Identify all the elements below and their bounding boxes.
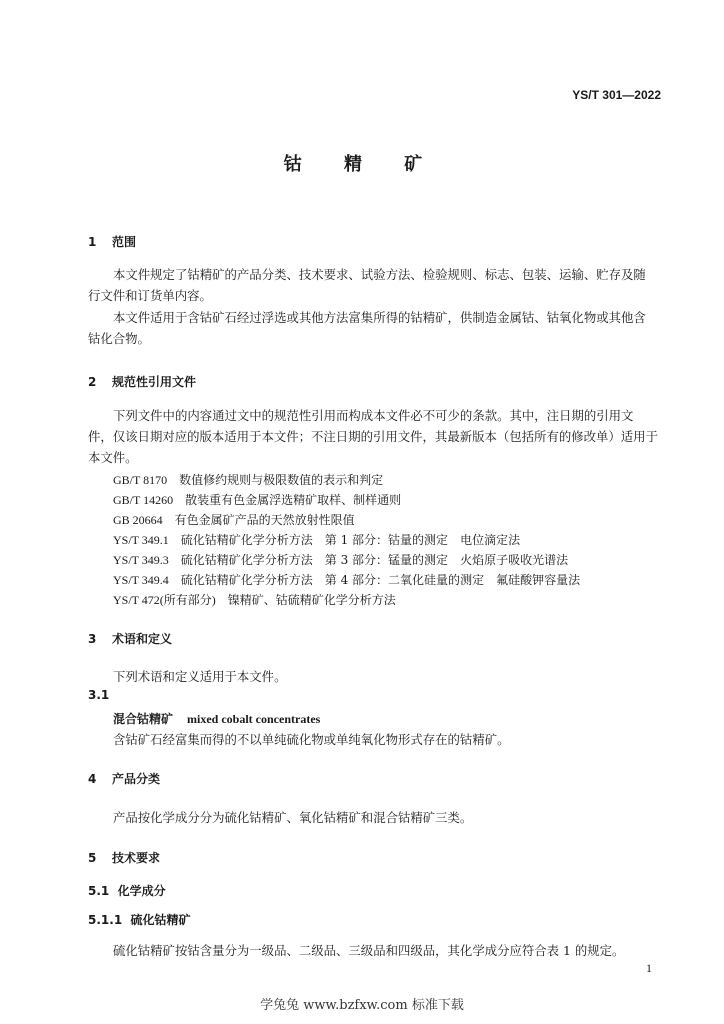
section-title: 规范性引用文件 <box>112 375 197 389</box>
section-5-heading <box>88 849 160 866</box>
section-title: 技术要求 <box>112 851 161 865</box>
reference-title: 有色金属矿产品的天然放射性限值 <box>174 513 355 527</box>
reference-title: 硫化钴精矿化学分析方法 第 4 部分：二氧化硅量的测定 氟硅酸钾容量法 <box>180 573 581 587</box>
clause-number: 5.1 <box>88 884 110 898</box>
section-title: 范围 <box>112 235 137 249</box>
section-2-heading <box>88 373 196 390</box>
clause-number: 5.1.1 <box>88 913 123 927</box>
term-chinese: 混合钴精矿 <box>113 712 174 726</box>
page-number: 1 <box>646 961 652 975</box>
section-number: 1 <box>88 235 97 249</box>
reference-code: GB 20664 <box>113 513 163 527</box>
clause-title: 化学成分 <box>117 884 166 898</box>
section-1-paragraph-1: 本文件规定了钴精矿的产品分类、技术要求、试验方法、检验规则、标志、包装、运输、贮存及随行文件和订货单内容。 <box>88 267 646 303</box>
reference-item <box>113 491 401 508</box>
section-4-heading <box>88 770 160 787</box>
section-1-heading <box>88 233 136 250</box>
watermark-footer: 学兔兔 www.bzfxw.com 标准下载 <box>260 998 464 1013</box>
section-number: 3 <box>88 632 97 646</box>
section-2-intro: 下列文件中的内容通过文中的规范性引用而构成本文件必不可少的条款。其中，注日期的引用文件，仅该日期对应的版本适用于本文件；不注日期的引用文件，其最新版本（包括所有的修改单）适用于本文件。 <box>88 408 658 465</box>
clause-3-1-number: 3.1 <box>88 688 110 702</box>
reference-item <box>113 591 396 608</box>
clause-5-1-1-text: 硫化钴精矿按钴含量分为一级品、二级品、三级品和四级品，其化学成分应符合表 1 的规定。 <box>113 943 625 958</box>
clause-title: 硫化钴精矿 <box>130 913 191 927</box>
term-entry <box>113 710 320 727</box>
reference-title: 镍精矿、钴硫精矿化学分析方法 <box>227 593 396 607</box>
section-number: 2 <box>88 375 97 389</box>
reference-title: 数值修约规则与极限数值的表示和判定 <box>179 473 384 487</box>
reference-code: YS/T 349.4 <box>113 573 169 587</box>
reference-item <box>113 471 383 488</box>
term-english: mixed cobalt concentrates <box>187 712 321 726</box>
section-4-text: 产品按化学成分分为硫化钴精矿、氧化钴精矿和混合钴精矿三类。 <box>113 810 473 825</box>
reference-item <box>113 531 520 548</box>
term-definition: 含钴矿石经富集而得的不以单纯硫化物或单纯氧化物形式存在的钴精矿。 <box>113 732 510 747</box>
section-title: 术语和定义 <box>112 632 173 646</box>
reference-item <box>113 511 355 528</box>
reference-code: GB/T 8170 <box>113 473 168 487</box>
document-title: 钴 精 矿 <box>283 154 441 175</box>
clause-5-1-heading <box>88 882 166 899</box>
reference-code: YS/T 349.1 <box>113 533 169 547</box>
section-3-heading <box>88 630 172 647</box>
section-1-paragraph-2: 本文件适用于含钴矿石经过浮选或其他方法富集所得的钴精矿，供制造金属钴、钴氧化物或其他含钴化合物。 <box>88 310 646 346</box>
reference-item <box>113 551 568 568</box>
reference-item <box>113 571 580 588</box>
reference-code: GB/T 14260 <box>113 493 174 507</box>
reference-title: 散装重有色金属浮选精矿取样、制样通则 <box>185 493 402 507</box>
reference-title: 硫化钴精矿化学分析方法 第 3 部分：锰量的测定 火焰原子吸收光谱法 <box>180 553 569 567</box>
section-title: 产品分类 <box>112 772 161 786</box>
reference-code: YS/T 349.3 <box>113 553 169 567</box>
standard-code: YS/T 301—2022 <box>572 88 661 102</box>
clause-5-1-1-heading <box>88 911 191 928</box>
section-3-intro: 下列术语和定义适用于本文件。 <box>113 669 287 684</box>
reference-code: YS/T 472(所有部分) <box>113 593 216 607</box>
reference-title: 硫化钴精矿化学分析方法 第 1 部分：钴量的测定 电位滴定法 <box>180 533 521 547</box>
section-number: 4 <box>88 772 97 786</box>
section-number: 5 <box>88 851 97 865</box>
